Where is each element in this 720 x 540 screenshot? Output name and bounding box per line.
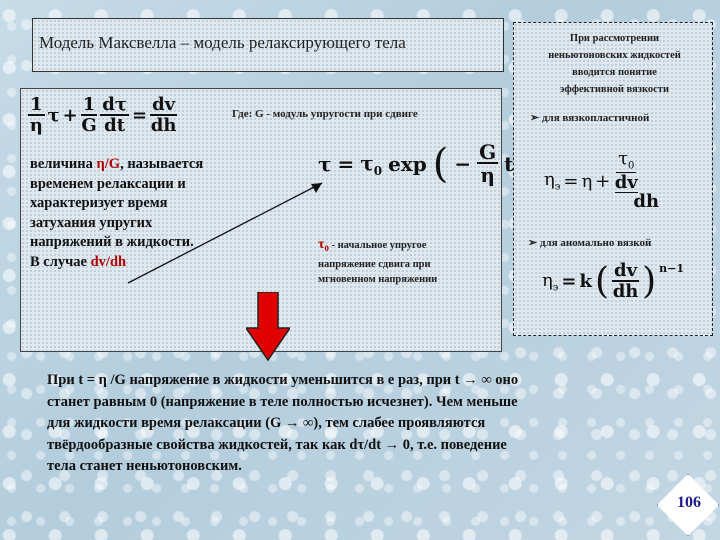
bullet-anomalous: ➢ для аномально вязкой [528, 237, 652, 249]
anomalous-formula: $\eta_э$ = k ( $\frac{dv}{dh}$ ) $^{n-1}$ [542, 260, 684, 302]
conclusion-text: При t = η /G напряжение в жидкости уменьшится в е раз, при t → ∞ оно станет равным 0 (напряжение в теле полностью исчезнет). Чем меньше для жидкости время релаксации (G → ∞), тем слабее проявляются твёрдообразные свойства жидкостей, так как dτ/dt → 0, т.е. поведение тела станет неньютоновским. [47, 372, 519, 474]
down-arrow-icon [246, 292, 290, 362]
where-note: Где: G - модуль упругости при сдвиге [232, 108, 418, 120]
stress-decay-formula: τ = $\tau_0$ exp ( − $\frac{G}{\eta}$ t [318, 140, 514, 187]
arrow-bullet-icon: ➢ [530, 112, 540, 124]
viscoplastic-formula: $\eta_э$ = η + $\tau_0$ dv dh [544, 148, 660, 213]
fraction-dv-dh: $\frac{dv}{dh}$ [150, 94, 177, 136]
fraction-tau0-over-dvdh: $\tau_0$ dv dh [614, 148, 660, 213]
fraction-1-over-g: $\frac{1}{G}$ [81, 94, 97, 136]
fraction-g-over-eta: $\frac{G}{\eta}$ [479, 140, 497, 187]
right-panel-title: При рассмотрении неньютоновских жидкостей вводится понятие эффективной вязкости [548, 33, 681, 95]
dv-dh-highlight: dv/dh [90, 253, 127, 270]
fraction-dtau-dt: $\frac{d\tau}{dt}$ [102, 94, 127, 136]
fraction-dv-dh-inner: dv dh [614, 171, 660, 213]
arrow-bullet-icon: ➢ [528, 237, 538, 249]
relaxation-description: величина η/G, называется временем релаксации и характеризует время затухания упругих напряжений в жидкости. В случае dv/dh [30, 156, 204, 270]
slide-title: Модель Максвелла – модель релаксирующего тела [39, 33, 406, 52]
tau0-note: $\tau_0$ - начальное упругое напряжение сдвига при мгновенном напряжении [318, 237, 438, 286]
bullet-viscoplastic: ➢ для вязкопластичной [530, 112, 650, 124]
fraction-dv-dh-power: $\frac{dv}{dh}$ [612, 260, 639, 302]
page-number: 106 [677, 494, 701, 511]
ratio-highlight: η/G [96, 156, 121, 172]
fraction-1-over-eta: $\frac{1}{\eta}$ [29, 94, 43, 136]
maxwell-equation: $\frac{1}{\eta}$ τ + $\frac{1}{G}$ $\frac{d\tau}{dt}$ = $\frac{dv}{dh}$ [29, 94, 177, 136]
